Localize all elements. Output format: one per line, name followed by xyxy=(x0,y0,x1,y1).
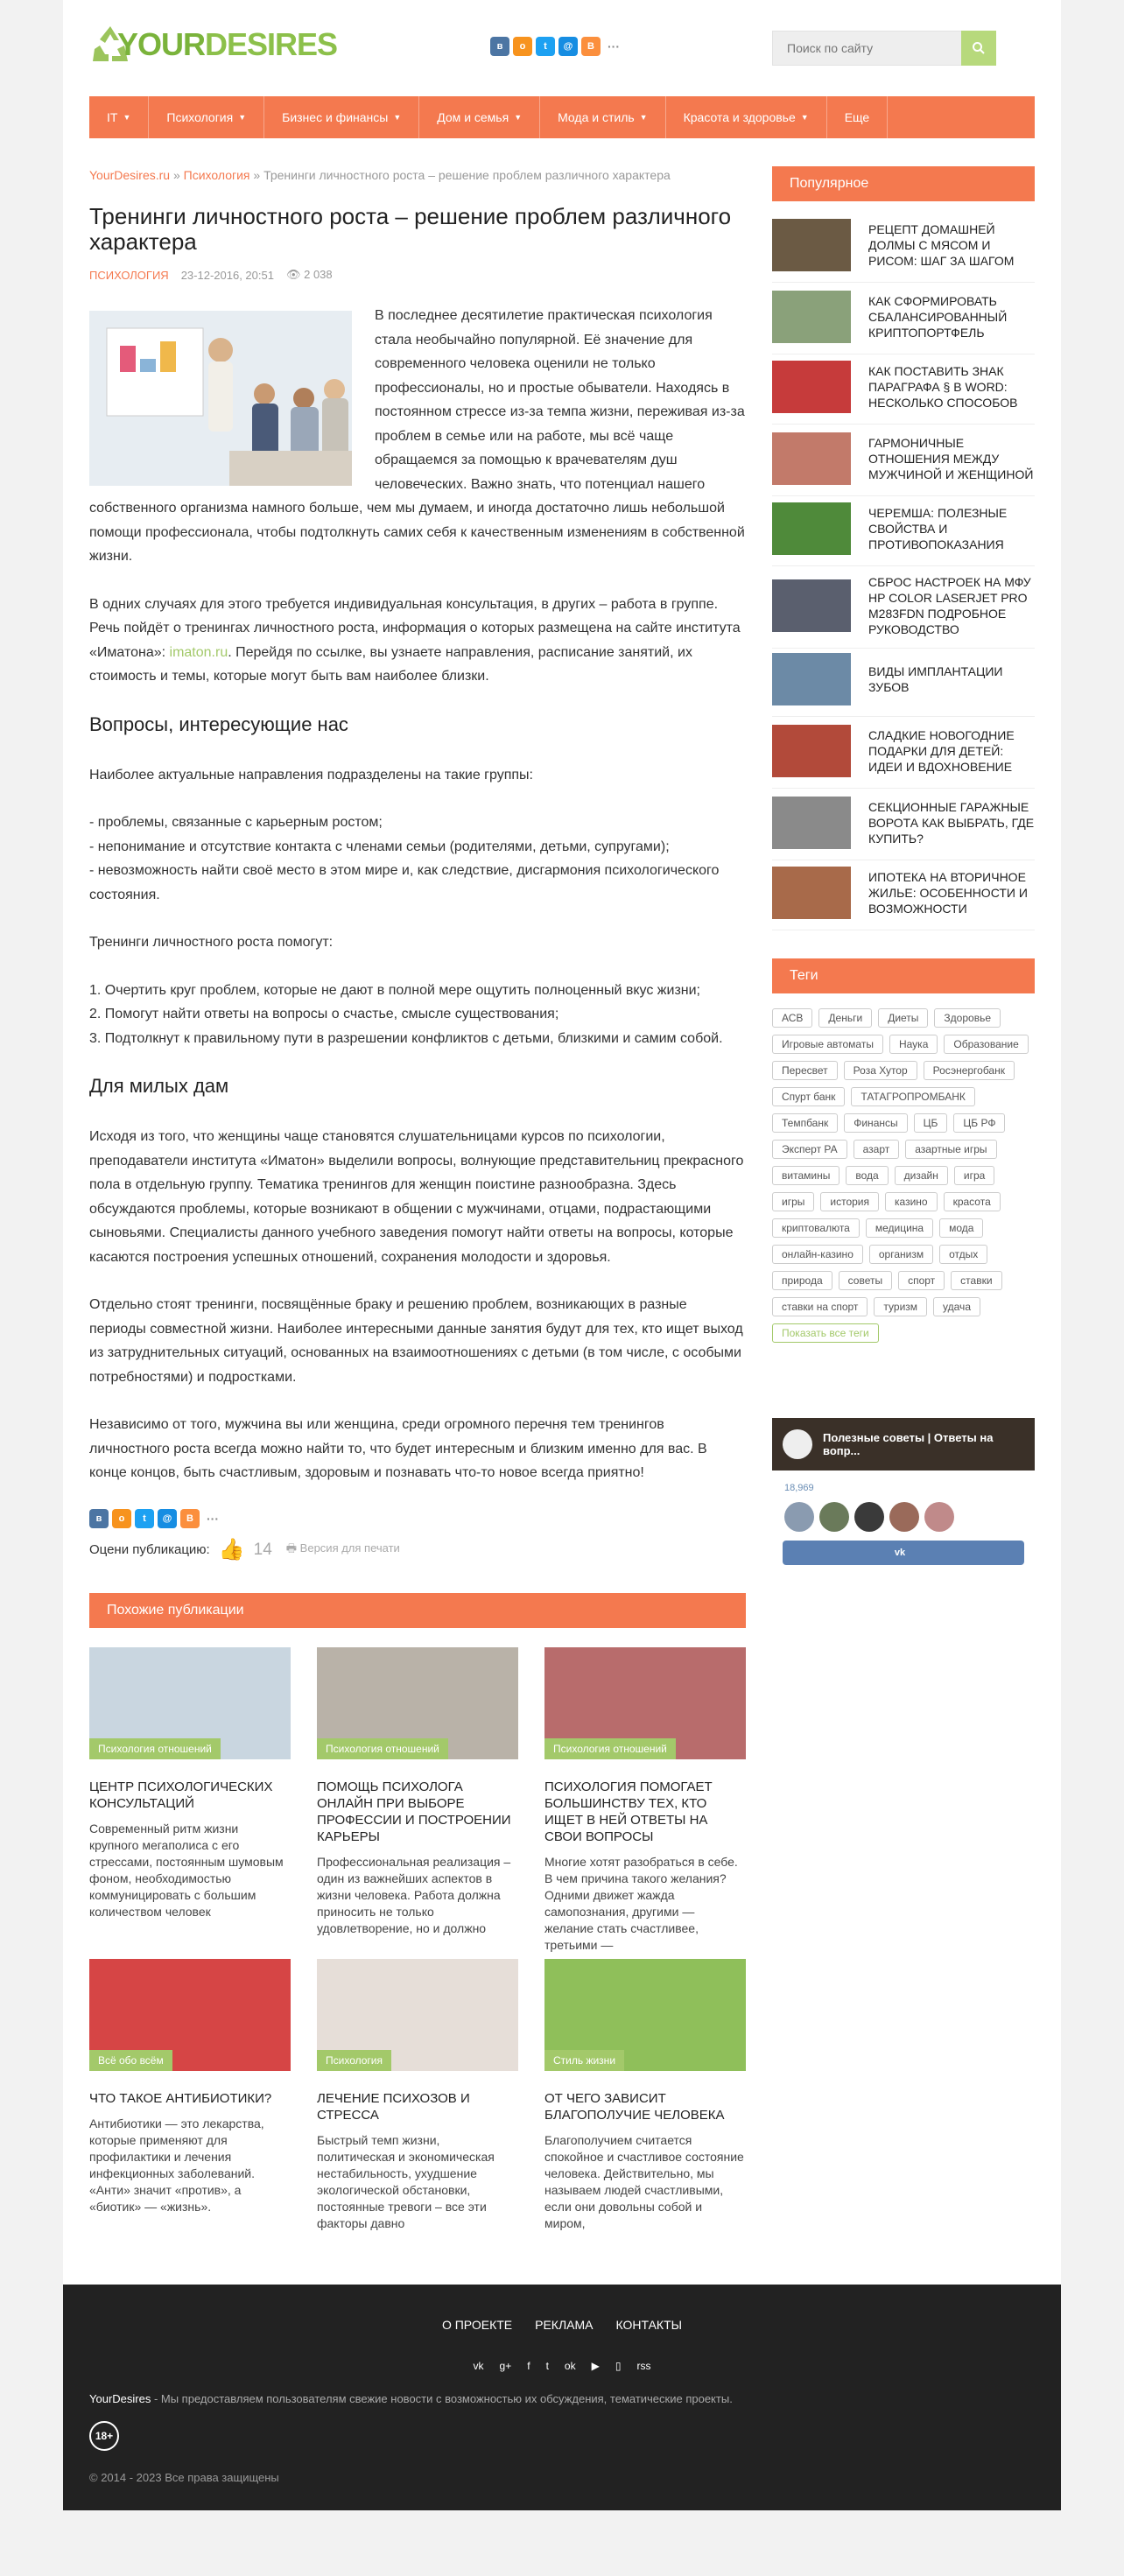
breadcrumb-separator: » xyxy=(172,168,180,182)
tag-link[interactable]: красота xyxy=(944,1192,1001,1211)
tag-link[interactable]: отдых xyxy=(939,1245,987,1264)
logo-text-desires: DESIRES xyxy=(205,26,338,62)
tag-link[interactable]: витамины xyxy=(772,1166,839,1185)
chevron-down-icon: ▼ xyxy=(123,113,131,122)
tag-link[interactable]: Росэнергобанк xyxy=(924,1061,1015,1080)
card-title[interactable]: ОТ ЧЕГО ЗАВИСИТ БЛАГОПОЛУЧИЕ ЧЕЛОВЕКА xyxy=(544,2091,725,2123)
paragraph-text: В одних случаях для этого требуется индивидуальная консультация, в других – работа в группе. Речь пойдёт о тренингах личностного роста, информация о которых размещена на сайте института «Иматона»: xyxy=(89,596,741,660)
similar-card[interactable] xyxy=(544,1647,746,1954)
popular-thumbnail[interactable] xyxy=(772,653,851,705)
popular-thumbnail[interactable] xyxy=(772,725,851,777)
popular-item[interactable] xyxy=(772,797,1035,860)
mailru-share-icon[interactable]: @ xyxy=(558,37,578,56)
nav-item-business[interactable] xyxy=(264,96,419,138)
popular-item[interactable] xyxy=(772,725,1035,789)
copyright: © 2014 - 2023 Все права защищены xyxy=(89,2471,279,2484)
show-all-tags-link[interactable]: Показать все теги xyxy=(772,1323,879,1343)
avatar[interactable] xyxy=(819,1502,849,1532)
tag-link[interactable]: Спурт банк xyxy=(772,1087,845,1106)
avatar[interactable] xyxy=(854,1502,884,1532)
tag-link[interactable]: криптовалюта xyxy=(772,1218,860,1238)
page-container xyxy=(63,0,1061,2510)
list-item: 3. Подтолкнут к правильному пути в разрешении конфликтов с детьми, близкими и самим собой. xyxy=(89,1030,723,1046)
nav-item-label: Дом и семья xyxy=(437,110,509,124)
chevron-down-icon: ▼ xyxy=(514,113,523,122)
logo-text-your: YOUR xyxy=(117,26,206,62)
article-body xyxy=(89,304,746,1509)
article-paragraph: В последнее десятилетие практическая психология стала необычайно популярной. Её значение для современного человека оценили не только профессионалы, но и простые обыватели. Находясь в постоянном стрессе из-за темпа жизни, переживая из-за проблем в семье или на работе, мы всё чаще обращаемся за помощью к врачевателям душ человеческих. Важно знать, что потенциал нашего собственного организма намного больше, чем мы думаем, и иногда достаточно лишь небольшой помощи профессионала, чтобы подтолкнуть самих себя к качественным изменениям в собственной жизни. xyxy=(89,308,745,564)
card-image[interactable] xyxy=(89,1647,291,1759)
nav-item-beauty[interactable] xyxy=(666,96,827,138)
popular-title[interactable]: ВИДЫ ИМПЛАНТАЦИИ ЗУБОВ xyxy=(868,664,1003,694)
more-share-icon[interactable]: ··· xyxy=(203,1509,222,1528)
eye-icon: 👁 xyxy=(285,268,301,281)
views-count: 2 038 xyxy=(304,268,333,281)
more-share-icon[interactable]: ··· xyxy=(604,37,623,56)
vk-join-button[interactable] xyxy=(783,1541,1024,1565)
card-title[interactable]: ПОМОЩЬ ПСИХОЛОГА ОНЛАЙН ПРИ ВЫБОРЕ ПРОФЕССИИ И ПОСТРОЕНИИ КАРЬЕРЫ xyxy=(317,1779,511,1844)
vk-subscriber-count: 18,969 xyxy=(784,1483,814,1493)
popular-item[interactable] xyxy=(772,502,1035,566)
popular-item[interactable] xyxy=(772,432,1035,496)
tag-link[interactable]: азартные игры xyxy=(905,1140,996,1159)
footer-link-ads[interactable]: РЕКЛАМА xyxy=(535,2318,594,2332)
tag-link[interactable]: онлайн-казино xyxy=(772,1245,863,1264)
tag-link[interactable]: ЦБ РФ xyxy=(953,1113,1005,1133)
tag-link[interactable]: казино xyxy=(885,1192,938,1211)
rating-count: 14 xyxy=(253,1540,272,1559)
list-item: - проблемы, связанные с карьерным ростом; xyxy=(89,815,383,830)
chevron-down-icon: ▼ xyxy=(639,113,648,122)
tag-link[interactable]: удача xyxy=(933,1297,980,1316)
card-category-badge[interactable]: Психология отношений xyxy=(317,1738,448,1759)
similar-card[interactable] xyxy=(317,1647,518,1937)
avatar[interactable] xyxy=(889,1502,919,1532)
article-category-link[interactable]: ПСИХОЛОГИЯ xyxy=(89,268,169,282)
nav-item-psychology[interactable] xyxy=(149,96,264,138)
footer-nav xyxy=(63,2318,1061,2332)
ok-icon[interactable]: ok xyxy=(564,2360,576,2372)
popular-title[interactable]: ГАРМОНИЧНЫЕ ОТНОШЕНИЯ МЕЖДУ МУЖЧИНОЙ И ЖЕНЩИНОЙ xyxy=(868,436,1034,481)
tag-link[interactable]: природа xyxy=(772,1271,832,1290)
popular-title[interactable]: СБРОС НАСТРОЕК НА МФУ HP COLOR LASERJET PRO M283FDN ПОДРОБНОЕ РУКОВОДСТВО xyxy=(868,575,1031,636)
similar-card[interactable] xyxy=(89,1647,291,1920)
card-title[interactable]: ЛЕЧЕНИЕ ПСИХОЗОВ И СТРЕССА xyxy=(317,2091,470,2123)
card-description: Благополучием считается спокойное и счастливое состояние человека. Действительно, мы называем людей счастливыми, если они довольны собой и миром, xyxy=(544,2133,744,2230)
nav-item-it[interactable] xyxy=(89,96,149,138)
card-category-badge[interactable]: Психология xyxy=(317,2050,391,2071)
print-version-link[interactable] xyxy=(286,1541,400,1560)
footer-social xyxy=(63,2360,1061,2372)
breadcrumb-section-link[interactable]: Психология xyxy=(183,168,250,182)
tag-cloud xyxy=(772,1008,1035,1343)
nav-item-fashion[interactable] xyxy=(540,96,665,138)
footer-link-contacts[interactable]: КОНТАКТЫ xyxy=(615,2318,683,2332)
vk-icon[interactable]: vk xyxy=(473,2360,484,2372)
tag-link[interactable]: дизайн xyxy=(895,1166,948,1185)
article-paragraph: Наиболее актуальные направления подразделены на такие группы: xyxy=(89,767,533,783)
similar-heading: Похожие публикации xyxy=(89,1593,746,1628)
popular-thumbnail[interactable] xyxy=(772,797,851,849)
main-nav xyxy=(89,96,1035,138)
popular-title[interactable]: СЛАДКИЕ НОВОГОДНИЕ ПОДАРКИ ДЛЯ ДЕТЕЙ: ИДЕИ И ВДОХНОВЕНИЕ xyxy=(868,728,1015,774)
card-category-badge[interactable]: Психология отношений xyxy=(89,1738,221,1759)
ok-share-icon[interactable]: о xyxy=(513,37,532,56)
popular-thumbnail[interactable] xyxy=(772,432,851,485)
ok-share-icon[interactable]: о xyxy=(112,1509,131,1528)
footer-desc-text: - Мы предоставляем пользователям свежие новости с возможностью их обсуждения, тематические проекты. xyxy=(151,2392,733,2405)
tag-link[interactable]: вода xyxy=(846,1166,888,1185)
views-counter xyxy=(286,268,333,282)
similar-card[interactable] xyxy=(89,1959,291,2215)
breadcrumb-separator: » xyxy=(253,168,261,182)
tag-link[interactable]: азарт xyxy=(854,1140,900,1159)
avatar[interactable] xyxy=(924,1502,954,1532)
article-title: Тренинги личностного роста – решение проблем различного характера xyxy=(89,203,732,255)
vk-share-icon[interactable]: в xyxy=(490,37,509,56)
popular-item[interactable] xyxy=(772,574,1035,649)
tag-link[interactable]: игры xyxy=(772,1192,814,1211)
card-image[interactable] xyxy=(544,1959,746,2071)
card-image[interactable] xyxy=(89,1959,291,2071)
card-image[interactable] xyxy=(317,1959,518,2071)
tag-link[interactable]: Темпбанк xyxy=(772,1113,838,1133)
popular-item[interactable] xyxy=(772,653,1035,717)
nav-item-label: Мода и стиль xyxy=(558,110,635,124)
card-image[interactable] xyxy=(317,1647,518,1759)
card-title[interactable]: ЧТО ТАКОЕ АНТИБИОТИКИ? xyxy=(89,2091,272,2106)
mailru-share-icon[interactable]: @ xyxy=(158,1509,177,1528)
tag-link[interactable]: мода xyxy=(939,1218,983,1238)
similar-card[interactable] xyxy=(317,1959,518,2232)
nav-item-label: Красота и здоровье xyxy=(683,110,796,124)
list-item: 2. Помогут найти ответы на вопросы о счастье, смысле существования; xyxy=(89,1007,559,1021)
tag-link[interactable]: Пересвет xyxy=(772,1061,838,1080)
popular-item[interactable] xyxy=(772,219,1035,283)
popular-thumbnail[interactable] xyxy=(772,579,851,632)
article-share-bar xyxy=(89,1509,222,1528)
article-subheading: Для милых дам xyxy=(89,1075,229,1097)
chevron-down-icon: ▼ xyxy=(238,113,247,122)
card-category-badge[interactable]: Психология отношений xyxy=(544,1738,676,1759)
nav-item-label: Еще xyxy=(844,110,870,124)
card-title[interactable]: ПСИХОЛОГИЯ ПОМОГАЕТ БОЛЬШИНСТВУ ТЕХ, КТО ИЩЕТ В НЕЙ ОТВЕТЫ НА СВОИ ВОПРОСЫ xyxy=(544,1779,713,1844)
nav-item-home[interactable] xyxy=(419,96,540,138)
vk-group-avatar xyxy=(783,1429,812,1459)
article-list xyxy=(89,979,746,1051)
list-item: 1. Очертить круг проблем, которые не дают в полной мере ощутить полноценный вкус жизни; xyxy=(89,982,700,998)
tag-link[interactable]: АСВ xyxy=(772,1008,812,1028)
breadcrumb xyxy=(89,168,671,182)
rss-icon[interactable]: rss xyxy=(636,2360,651,2372)
chevron-down-icon: ▼ xyxy=(393,113,402,122)
tag-link[interactable]: Игровые автоматы xyxy=(772,1035,883,1054)
popular-item[interactable] xyxy=(772,867,1035,930)
article-meta xyxy=(89,268,333,282)
footer-description xyxy=(89,2392,733,2405)
popular-item[interactable] xyxy=(772,361,1035,425)
tag-link[interactable]: история xyxy=(820,1192,879,1211)
vk-share-icon[interactable]: в xyxy=(89,1509,109,1528)
search-icon xyxy=(972,41,986,55)
article-paragraph: Отдельно стоят тренинги, посвящённые браку и решению проблем, возникающих в разные периоды совместной жизни. Наиболее интересными данные занятия будут для тех, кто ищет выход из затруднительных ситуаций, основанных на взаимоотношениях с детьми (в том числе, с особыми потребностями) и подростками. xyxy=(89,1297,743,1385)
article-paragraph: Тренинги личностного роста помогут: xyxy=(89,935,334,950)
article-paragraph xyxy=(89,593,746,689)
tag-link[interactable]: Деньги xyxy=(818,1008,872,1028)
breadcrumb-current: Тренинги личностного роста – решение проблем различного характера xyxy=(263,168,671,182)
popular-thumbnail[interactable] xyxy=(772,291,851,343)
vk-banner[interactable] xyxy=(772,1418,1035,1470)
card-category-badge[interactable]: Всё обо всём xyxy=(89,2050,172,2071)
tag-link[interactable]: Здоровье xyxy=(934,1008,1001,1028)
tag-link[interactable]: Наука xyxy=(889,1035,938,1054)
print-label: Версия для печати xyxy=(299,1541,400,1555)
popular-title[interactable]: КАК СФОРМИРОВАТЬ СБАЛАНСИРОВАННЫЙ КРИПТОПОРТФЕЛЬ xyxy=(868,294,1008,340)
thumbs-up-icon[interactable]: 👍 xyxy=(218,1538,245,1562)
footer xyxy=(63,2285,1061,2510)
rating-bar xyxy=(89,1537,400,1562)
popular-title[interactable]: СЕКЦИОННЫЕ ГАРАЖНЫЕ ВОРОТА КАК ВЫБРАТЬ, ГДЕ КУПИТЬ? xyxy=(868,800,1035,846)
tag-link[interactable]: ТАТАГРОПРОМБАНК xyxy=(851,1087,974,1106)
vk-group-title: Полезные советы | Ответы на вопр... xyxy=(823,1431,994,1457)
popular-thumbnail[interactable] xyxy=(772,502,851,555)
tag-link[interactable]: Диеты xyxy=(878,1008,928,1028)
card-description: Профессиональная реализация – один из важнейших аспектов в жизни человека. Работа должна приносить не только удовлетворение, но и должно xyxy=(317,1855,511,1935)
similar-card[interactable] xyxy=(544,1959,746,2232)
tag-link[interactable]: ЦБ xyxy=(914,1113,948,1133)
tag-link[interactable]: советы xyxy=(839,1271,892,1290)
tag-link[interactable]: Образование xyxy=(944,1035,1028,1054)
tag-link[interactable]: Финансы xyxy=(844,1113,907,1133)
article-paragraph: Независимо от того, мужчина вы или женщина, среди огромного перечня тем тренингов личностного роста всегда можно найти то, что будет интересным и близким именно для вас. В конце концов, быть счастливым, здоровым и познавать что-то новое всегда приятно! xyxy=(89,1417,707,1480)
card-image[interactable] xyxy=(544,1647,746,1759)
popular-title[interactable]: РЕЦЕПТ ДОМАШНЕЙ ДОЛМЫ С МЯСОМ И РИСОМ: ШАГ ЗА ШАГОМ xyxy=(868,222,1015,268)
nav-item-more[interactable] xyxy=(827,96,889,138)
site-logo[interactable] xyxy=(117,26,337,63)
rating-label: Оцени публикацию: xyxy=(89,1542,210,1557)
blogger-share-icon[interactable]: B xyxy=(581,37,601,56)
article-image xyxy=(89,311,352,486)
vk-widget xyxy=(772,1418,1035,1584)
twitter-share-icon[interactable]: t xyxy=(135,1509,154,1528)
article-subheading: Вопросы, интересующие нас xyxy=(89,712,348,735)
nav-item-label: IT xyxy=(107,110,118,124)
tag-link[interactable]: Роза Хутор xyxy=(844,1061,917,1080)
tag-link[interactable]: медицина xyxy=(866,1218,933,1238)
list-item: - невозможность найти своё место в этом мире и, как следствие, дисгармония психологического состояния. xyxy=(89,863,720,902)
footer-link-about[interactable]: О ПРОЕКТЕ xyxy=(441,2318,513,2332)
list-item: - непонимание и отсутствие контакта с членами семьи (родителями, детьми, супругами); xyxy=(89,839,670,854)
tag-link[interactable]: туризм xyxy=(874,1297,927,1316)
chevron-down-icon: ▼ xyxy=(800,113,809,122)
popular-item[interactable] xyxy=(772,291,1035,354)
printer-icon: 🖶 xyxy=(285,1541,298,1555)
twitter-share-icon[interactable]: t xyxy=(536,37,555,56)
card-title[interactable]: ЦЕНТР ПСИХОЛОГИЧЕСКИХ КОНСУЛЬТАЦИЙ xyxy=(89,1779,273,1811)
tag-link[interactable]: спорт xyxy=(898,1271,945,1290)
tag-link[interactable]: организм xyxy=(869,1245,933,1264)
popular-thumbnail[interactable] xyxy=(772,219,851,271)
nav-item-label: Психология xyxy=(166,110,234,124)
facebook-icon[interactable]: f xyxy=(527,2360,530,2372)
breadcrumb-home-link[interactable]: YourDesires.ru xyxy=(89,168,171,182)
tag-link[interactable]: Эксперт РА xyxy=(772,1140,847,1159)
card-description: Многие хотят разобраться в себе. В чем причина такого желания? Одними движет жажда самопознания, другими — желание стать счастливее, третьими — xyxy=(544,1855,738,1952)
popular-heading: Популярное xyxy=(772,166,1035,201)
card-category-badge[interactable]: Стиль жизни xyxy=(544,2050,624,2071)
popular-thumbnail[interactable] xyxy=(772,361,851,413)
article-paragraph: Исходя из того, что женщины чаще становятся слушательницами курсов по психологии, преподаватели института «Иматон» выделили вопросы, волнующие представительниц прекрасного пола в отдельную группу. Тематика тренингов для женщин поистине разнообразна. Здесь обсуждаются проблемы, которые возникают в общении с мужчинами, отцами, подрастающими сыновьями. Специалисты данного учебного заведения помогут найти ответы на вопросы, которые касаются построения успешных отношений, сохранения молодости и здоровья. xyxy=(89,1129,744,1265)
tags-heading: Теги xyxy=(772,958,1035,993)
article-list xyxy=(89,811,746,907)
header-share-bar xyxy=(490,37,623,56)
twitter-icon[interactable]: t xyxy=(545,2360,549,2372)
vk-icon: vk xyxy=(894,1548,906,1558)
avatar[interactable] xyxy=(784,1502,814,1532)
vk-member-avatars xyxy=(784,1502,1035,1532)
search-box xyxy=(772,31,996,66)
youtube-icon[interactable]: ▶ xyxy=(591,2360,600,2372)
popular-title[interactable]: КАК ПОСТАВИТЬ ЗНАК ПАРАГРАФА § В WORD: НЕСКОЛЬКО СПОСОБОВ xyxy=(868,364,1018,410)
popular-title[interactable]: ЧЕРЕМША: ПОЛЕЗНЫЕ СВОЙСТВА И ПРОТИВОПОКАЗАНИЯ xyxy=(868,506,1008,551)
tag-link[interactable]: ставки на спорт xyxy=(772,1297,868,1316)
tag-link[interactable]: игра xyxy=(954,1166,994,1185)
tag-link[interactable]: ставки xyxy=(951,1271,1001,1290)
google-plus-icon[interactable]: g+ xyxy=(499,2360,512,2372)
imaton-link[interactable]: imaton.ru xyxy=(169,644,228,660)
popular-title[interactable]: ИПОТЕКА НА ВТОРИЧНОЕ ЖИЛЬЕ: ОСОБЕННОСТИ И ВОЗМОЖНОСТИ xyxy=(868,870,1028,916)
paragraph-text: . Перейдя по ссылке, вы узнаете направления, расписание занятий, их стоимость и темы, которые могут быть вам наиболее близки. xyxy=(89,644,692,684)
nav-item-label: Бизнес и финансы xyxy=(282,110,389,124)
mobile-icon[interactable]: ▯ xyxy=(615,2360,622,2372)
card-description: Современный ритм жизни крупного мегаполиса с его стрессами, постоянным шумовым фоном, необходимостью коммуницировать с большим количеством человек xyxy=(89,1821,284,1919)
article-date: 23-12-2016, 20:51 xyxy=(180,268,274,282)
popular-thumbnail[interactable] xyxy=(772,867,851,919)
age-rating-badge: 18+ xyxy=(89,2421,119,2451)
search-input[interactable] xyxy=(773,32,961,65)
card-description: Быстрый темп жизни, политическая и экономическая нестабильность, ухудшение экологической обстановки, постоянные тревоги – все эти факторы давно xyxy=(317,2133,495,2230)
card-description: Антибиотики — это лекарства, которые применяют для профилактики и лечения инфекционных заболеваний. «Анти» значит «против», а «биотик» — «жизнь». xyxy=(89,2116,264,2214)
blogger-share-icon[interactable]: B xyxy=(180,1509,200,1528)
search-button[interactable] xyxy=(961,31,996,66)
footer-brand[interactable]: YourDesires xyxy=(89,2392,151,2405)
